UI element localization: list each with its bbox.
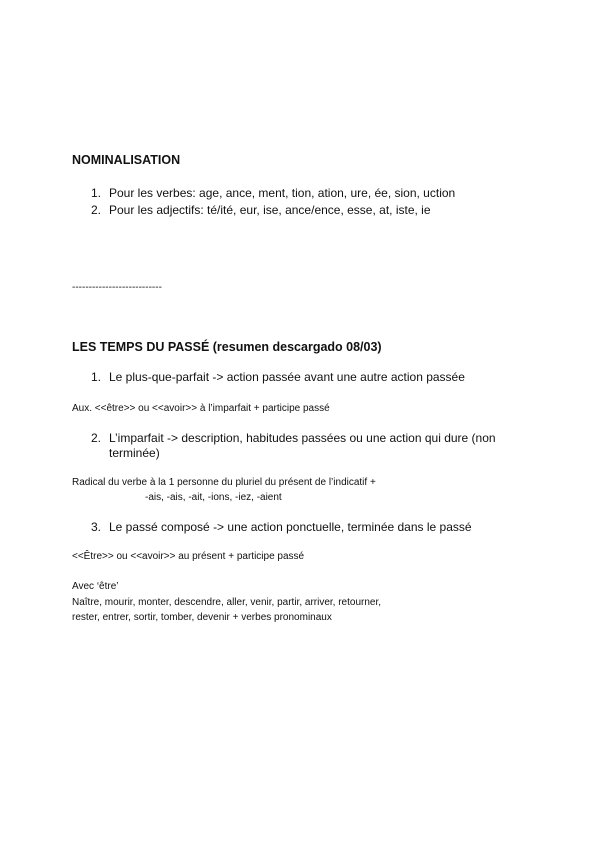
separator-line: --------------------------- <box>72 282 162 293</box>
list-number: 2. <box>91 203 102 217</box>
list-text-continuation: terminée) <box>109 446 160 460</box>
list-text: Pour les verbes: age, ance, ment, tion, ation, ure, ée, sion, uction <box>109 186 456 200</box>
section-title-nominalisation: NOMINALISATION <box>72 153 181 167</box>
list-text: Pour les adjectifs: té/ité, eur, ise, ance/ence, esse, at, iste, ie <box>109 203 431 217</box>
list-item <box>91 431 496 445</box>
list-item <box>91 203 431 217</box>
note-plus-que-parfait: Aux. <<être>> ou <<avoir>> à l’imparfait + participe passé <box>72 403 330 414</box>
list-number: 1. <box>91 186 102 200</box>
note-imparfait-endings: -ais, -ais, -ait, -ions, -iez, -aient <box>145 492 282 503</box>
note-passe-compose: <<Être>> ou <<avoir>> au présent + participe passé <box>72 551 305 562</box>
list-item <box>91 370 465 384</box>
list-number: 3. <box>91 520 102 534</box>
list-number: 2. <box>91 431 102 445</box>
list-item <box>91 186 455 200</box>
list-text: Le plus-que-parfait -> action passée avant une autre action passée <box>109 370 465 384</box>
note-imparfait-radical: Radical du verbe à la 1 personne du pluriel du présent de l’indicatif + <box>72 477 376 488</box>
list-item <box>91 520 472 534</box>
avec-etre-title: Avec ‘être’ <box>72 581 119 592</box>
avec-etre-verbs-line1: Naître, mourir, monter, descendre, aller, venir, partir, arriver, retourner, <box>72 597 382 608</box>
list-text: Le passé composé -> une action ponctuelle, terminée dans le passé <box>109 520 472 534</box>
avec-etre-verbs-line2: rester, entrer, sortir, tomber, devenir + verbes pronominaux <box>72 612 332 623</box>
list-number: 1. <box>91 370 102 384</box>
list-text: L’imparfait -> description, habitudes passées ou une action qui dure (non <box>109 431 496 445</box>
section-title-temps-du-passe: LES TEMPS DU PASSÉ (resumen descargado 08/03) <box>72 340 382 354</box>
